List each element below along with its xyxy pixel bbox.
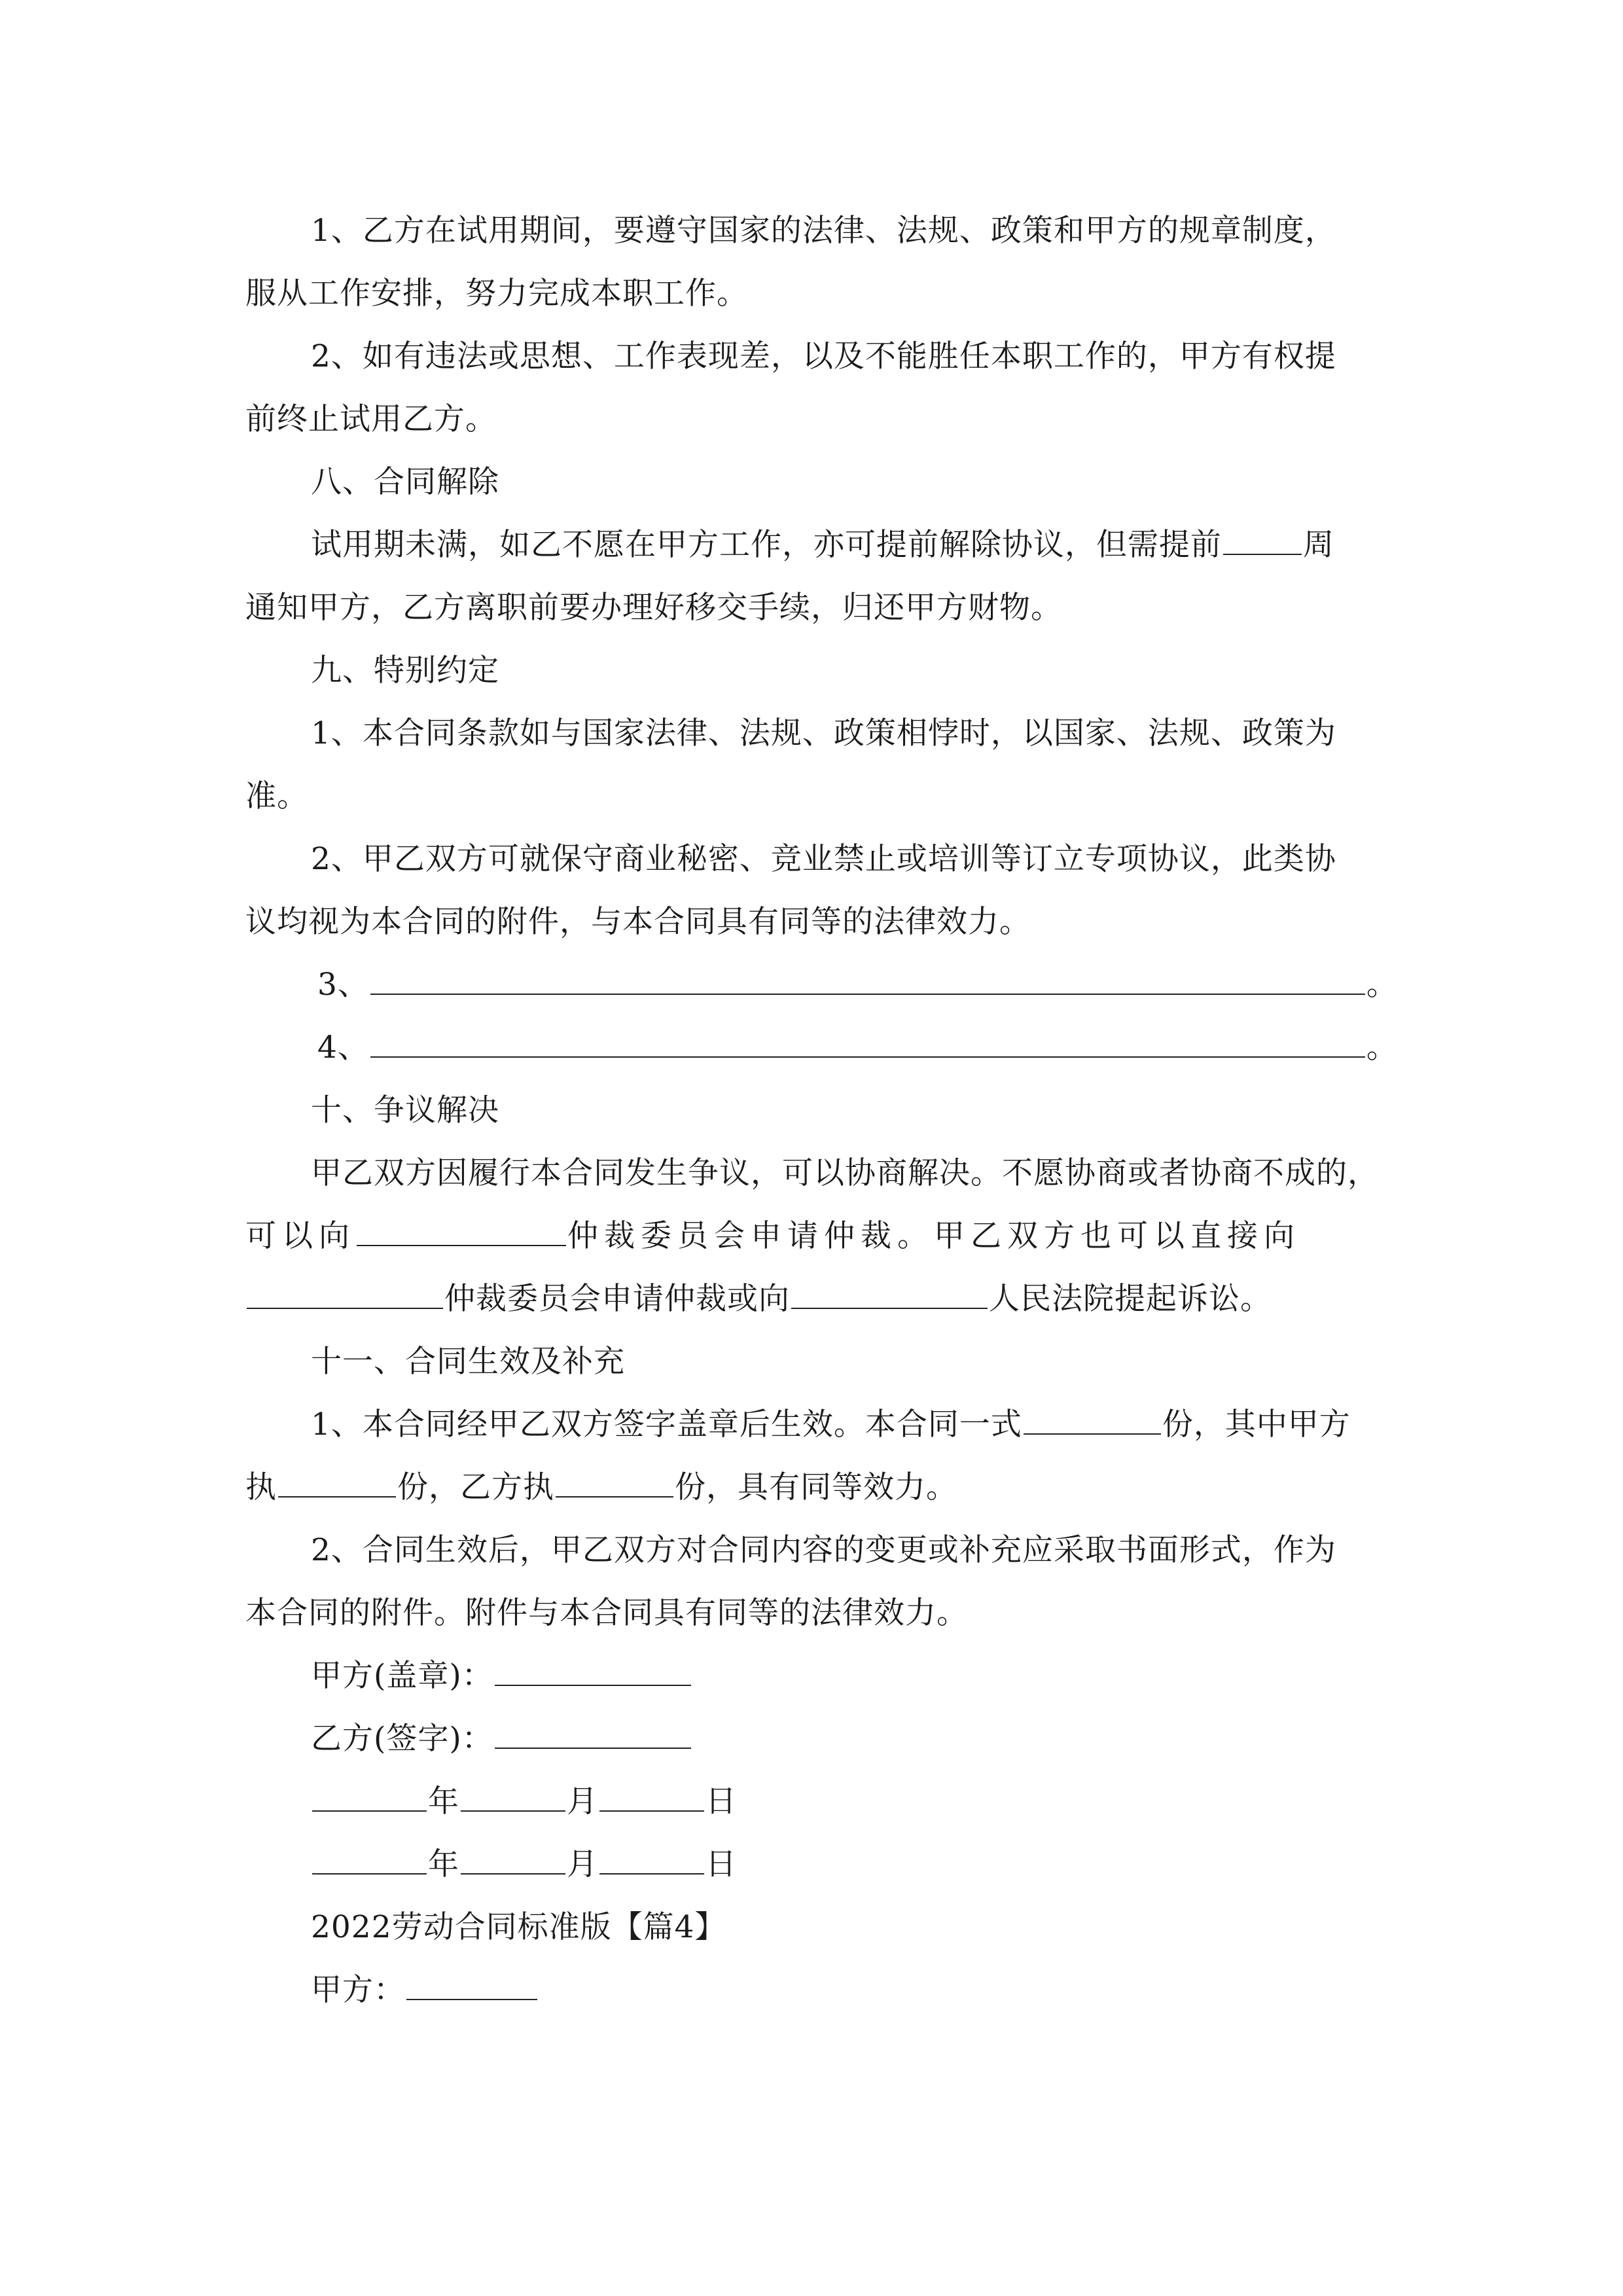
s7-item2-line2: 前终止试用乙方。 (245, 401, 497, 437)
s10-para-line1: 甲乙双方因履行本合同发生争议，可以协商解决。不愿协商或者协商不成的， (311, 1155, 1379, 1191)
court-blank (791, 1282, 988, 1309)
arbitration-blank-1 (357, 1219, 566, 1246)
s9-item2-line1: 2、甲乙双方可就保守商业秘密、竞业禁止或培训等订立专项协议，此类协 (311, 841, 1336, 877)
notice-weeks-blank (1223, 528, 1302, 555)
next-contract-title: 2022劳动合同标准版【篇4】 (311, 1909, 726, 1945)
section-10-heading: 十、争议解决 (311, 1092, 499, 1128)
s7-item2-line1: 2、如有违法或思想、工作表现差，以及不能胜任本职工作的，甲方有权提 (311, 338, 1336, 374)
copies-party-a-blank (278, 1470, 396, 1498)
s7-item1-line2: 服从工作安排，努力完成本职工作。 (245, 276, 748, 312)
next-party-a-line: 甲方： (311, 1959, 1450, 2022)
item4-blank (370, 1030, 1365, 1058)
s7-item1-line1: 1、乙方在试用期间，要遵守国家的法律、法规、政策和甲方的规章制度， (311, 213, 1336, 249)
party-b-sign-blank (495, 1721, 691, 1749)
next-party-a-blank (406, 1973, 537, 2000)
s11-item2-line1: 2、合同生效后，甲乙双方对合同内容的变更或补充应采取书面形式，作为 (311, 1532, 1336, 1568)
copies-party-b-blank (556, 1470, 673, 1498)
s9-item1-line1: 1、本合同条款如与国家法律、法规、政策相悖时，以国家、法规、政策为 (311, 715, 1336, 751)
section-11-heading: 十一、合同生效及补充 (311, 1344, 625, 1380)
party-a-seal-line: 甲方(盖章)： (311, 1645, 1450, 1708)
party-a-seal-blank (495, 1659, 691, 1686)
day-blank-2 (599, 1847, 704, 1874)
month-blank-1 (461, 1784, 565, 1812)
item3-blank (370, 967, 1365, 995)
s11-item2-line2: 本合同的附件。附件与本合同具有同等的法律效力。 (245, 1595, 968, 1631)
day-blank-1 (599, 1784, 704, 1812)
s10-para-line3: 仲裁委员会申请仲裁或向 人民法院提起诉讼。 (245, 1268, 1384, 1331)
arbitration-blank-2 (247, 1282, 443, 1309)
s8-para-line2: 通知甲方，乙方离职前要办理好移交手续，归还甲方财物。 (245, 590, 1062, 626)
date-line-1: 年 月 日 (311, 1770, 1450, 1833)
party-b-sign-line: 乙方(签字)： (311, 1708, 1450, 1770)
s10-para-line2: 可以向 仲裁委员会申请仲裁。甲乙双方也可以直接向 (245, 1218, 1300, 1254)
year-blank-2 (312, 1847, 427, 1874)
date-line-2: 年 月 日 (311, 1833, 1450, 1896)
copies-total-blank (1024, 1407, 1161, 1435)
section-8-heading: 八、合同解除 (311, 464, 499, 500)
s9-item3: 3、 。 (317, 967, 1398, 1003)
section-9-heading: 九、特别约定 (311, 653, 499, 689)
s9-item2-line2: 议均视为本合同的附件，与本合同具有同等的法律效力。 (245, 904, 1031, 940)
s9-item1-line2: 准。 (245, 778, 308, 814)
month-blank-2 (461, 1847, 565, 1874)
year-blank-1 (312, 1784, 427, 1812)
s8-para-line1: 试用期未满，如乙不愿在甲方工作，亦可提前解除协议，但需提前 周 (311, 527, 1334, 563)
s11-item1-line1: 1、本合同经甲乙双方签字盖章后生效。本合同一式 份，其中甲方 (311, 1407, 1351, 1443)
s11-item1-line2: 执 份，乙方执 份，具有同等效力。 (245, 1469, 957, 1505)
s9-item4: 4、 。 (317, 1030, 1398, 1066)
